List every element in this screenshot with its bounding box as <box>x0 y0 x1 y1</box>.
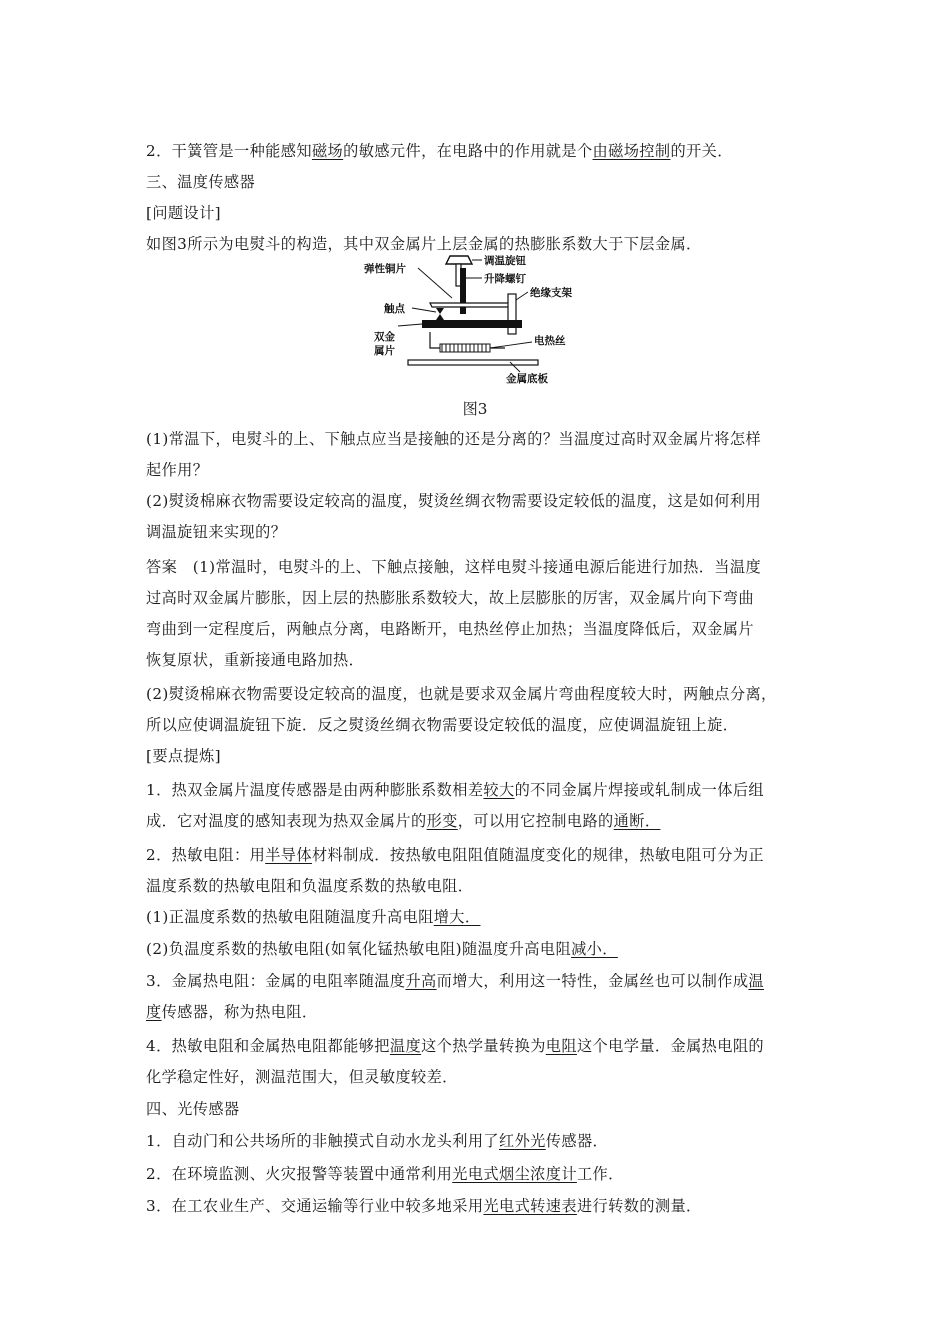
text-line <box>146 140 826 162</box>
spring-copper-shape <box>430 303 510 307</box>
underlined-answer: 由磁场控制 <box>592 142 671 160</box>
underlined-answer: 温 <box>748 972 764 990</box>
text-run: 化学稳定性好，测温范围大，但灵敏度较差． <box>146 1068 458 1086</box>
underlined-answer: 电阻 <box>545 1037 577 1055</box>
underlined-answer: 增大． <box>433 908 481 926</box>
knob-shape <box>446 256 472 264</box>
metal-base-plate-shape <box>408 360 538 365</box>
text-line <box>146 906 826 928</box>
text-line <box>146 1001 826 1023</box>
text-line <box>146 683 826 705</box>
text-run: 起作用？ <box>146 461 209 479</box>
text-line <box>146 1098 826 1120</box>
underlined-answer: 光电式烟尘浓度计 <box>452 1165 577 1183</box>
underlined-answer: 温度 <box>389 1037 422 1055</box>
text-run: 调温旋钮来实现的？ <box>146 523 287 541</box>
text-run: 温度系数的热敏电阻和负温度系数的热敏电阻． <box>146 877 474 895</box>
text-run: [问题设计] <box>146 204 222 222</box>
text-run: 1．热双金属片温度传感器是由两种膨胀系数相差 <box>146 781 484 799</box>
text-line <box>146 938 826 960</box>
label-heating-wire: 电热丝 <box>534 335 566 347</box>
label-contact: 触点 <box>384 303 405 315</box>
text-line <box>146 1066 826 1088</box>
text-line <box>146 970 826 992</box>
text-run: 这个电学量．金属热电阻的 <box>576 1037 765 1055</box>
text-run: (2)熨烫棉麻衣物需要设定较高的温度，熨烫丝绸衣物需要设定较低的温度，这是如何利用 <box>146 492 762 510</box>
text-run: 工作． <box>576 1165 624 1183</box>
text-run: 三、温度传感器 <box>146 173 256 191</box>
bimetal-shape <box>422 320 522 328</box>
text-line <box>146 1163 826 1185</box>
text-line <box>146 649 826 671</box>
text-run: 4．热敏电阻和金属热电阻都能够把 <box>146 1037 390 1055</box>
underlined-answer: 减小． <box>571 940 618 958</box>
text-run: 答案 (1)常温时，电熨斗的上、下触点接触，这样电熨斗接通电源后能进行加热．当温度 <box>146 558 762 576</box>
label-insulating-bracket: 绝缘支架 <box>530 287 572 299</box>
text-run: 3．金属热电阻：金属的电阻率随温度 <box>146 972 406 990</box>
text-run: 弯曲到一定程度后，两触点分离，电路断开，电热丝停止加热；当温度降低后，双金属片 <box>146 620 754 638</box>
text-run: 的开关． <box>670 142 733 160</box>
text-line <box>146 1195 826 1217</box>
text-run: 如图3所示为电熨斗的构造，其中双金属片上层金属的热膨胀系数大于下层金属． <box>146 235 702 253</box>
text-run: 1．自动门和公共场所的非触摸式自动水龙头利用了 <box>146 1132 499 1150</box>
label-bimetal-line2: 属片 <box>374 345 395 357</box>
text-line <box>146 490 826 512</box>
text-line <box>146 459 826 481</box>
text-run: (2)负温度系数的热敏电阻(如氧化锰热敏电阻)随温度升高电阻 <box>146 940 572 958</box>
text-run: 2．干簧管是一种能感知 <box>146 142 312 160</box>
underlined-answer: 红外光 <box>499 1132 546 1150</box>
text-run: 这个热学量转换为 <box>421 1037 546 1055</box>
underlined-answer: 半导体 <box>265 846 312 864</box>
text-run: (1)正温度系数的热敏电阻随温度升高电阻 <box>146 908 434 926</box>
underlined-answer: 度 <box>146 1003 162 1021</box>
underlined-answer: 通断． <box>613 812 661 830</box>
figure-caption: 图3 <box>462 400 488 418</box>
text-line <box>146 521 826 543</box>
text-run: 所以应使调温旋钮下旋．反之熨烫丝绸衣物需要设定较低的温度，应使调温旋钮上旋． <box>146 716 739 734</box>
underlined-answer: 光电式转速表 <box>483 1197 577 1215</box>
text-line <box>146 587 826 609</box>
text-line <box>146 714 826 736</box>
text-line <box>146 428 826 450</box>
label-screw: 升降螺钉 <box>484 273 526 285</box>
text-run: 四、光传感器 <box>146 1100 240 1118</box>
underlined-answer: 磁场 <box>311 142 344 160</box>
text-line <box>146 1130 826 1152</box>
text-run: 的不同金属片焊接或轧制成一体后组 <box>514 781 764 799</box>
text-line <box>146 1035 826 1057</box>
text-run: (2)熨烫棉麻衣物需要设定较高的温度，也就是要求双金属片弯曲程度较大时，两触点分离， <box>146 685 777 703</box>
text-line <box>146 745 826 767</box>
text-run: 3．在工农业生产、交通运输等行业中较多地采用 <box>146 1197 484 1215</box>
text-line <box>146 202 826 224</box>
text-run: [要点提炼] <box>146 747 222 765</box>
text-run: 成．它对温度的感知表现为热双金属片的 <box>146 812 427 830</box>
label-bimetal-line1: 双金 <box>374 331 395 343</box>
text-run: 传感器，称为热电阻． <box>161 1003 318 1021</box>
text-line <box>146 810 826 832</box>
text-run: 2．热敏电阻：用 <box>146 846 266 864</box>
text-line <box>146 875 826 897</box>
underlined-answer: 较大 <box>483 781 515 799</box>
text-run: 材料制成．按热敏电阻阻值随温度变化的规律，热敏电阻可分为正 <box>311 846 764 864</box>
text-run: 2．在环境监测、火灾报警等装置中通常利用 <box>146 1165 453 1183</box>
text-line <box>146 779 826 801</box>
underlined-answer: 形变 <box>426 812 458 830</box>
iron-structure-diagram <box>360 248 590 388</box>
text-run: 而增大，利用这一特性，金属丝也可以制作成 <box>436 972 749 990</box>
text-run: 进行转数的测量． <box>576 1197 702 1215</box>
text-run: (1)常温下，电熨斗的上、下触点应当是接触的还是分离的？当温度过高时双金属片将怎样 <box>146 430 762 448</box>
underlined-answer: 升高 <box>405 972 437 990</box>
text-run: 恢复原状，重新接通电路加热． <box>146 651 365 669</box>
text-line <box>146 844 826 866</box>
label-spring-copper: 弹性铜片 <box>364 263 406 275</box>
text-run: ，可以用它控制电路的 <box>457 812 614 830</box>
text-run: 传感器． <box>545 1132 609 1150</box>
text-line <box>146 618 826 640</box>
label-knob: 调温旋钮 <box>484 255 526 267</box>
label-base-plate: 金属底板 <box>506 373 548 385</box>
text-line <box>146 556 826 578</box>
text-line <box>146 171 826 193</box>
text-run: 的敏感元件，在电路中的作用就是个 <box>343 142 593 160</box>
text-run: 过高时双金属片膨胀，因上层的热膨胀系数较大，故上层膨胀的厉害，双金属片向下弯曲 <box>146 589 754 607</box>
contact-shape <box>436 308 444 320</box>
